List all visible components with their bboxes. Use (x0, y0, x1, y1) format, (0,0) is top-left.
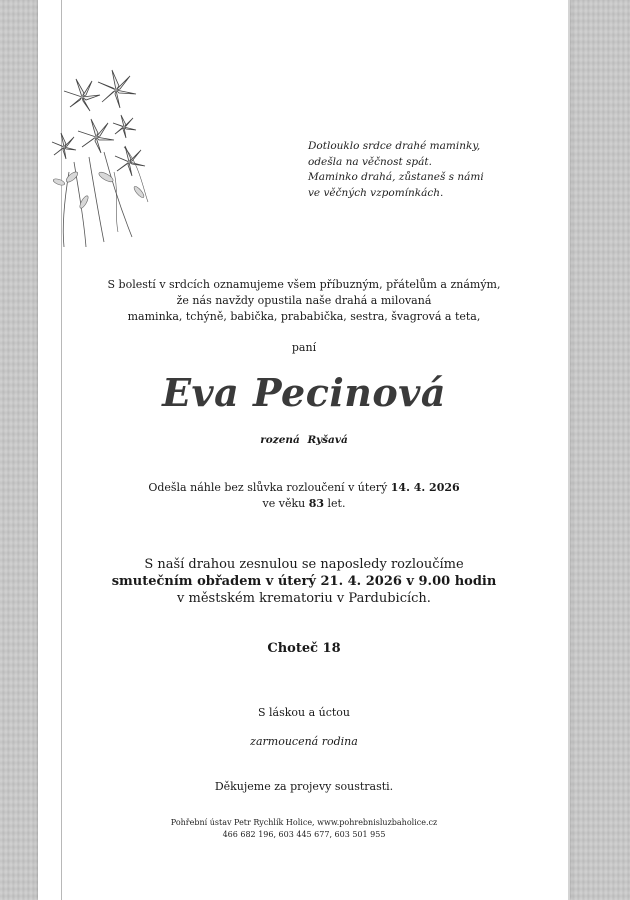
ceremony-line: S naší drahou zesnulou se naposledy rozloučíme (144, 557, 464, 572)
death-date-text: Odešla náhle bez slůvka rozloučení v úterý (148, 481, 391, 494)
age-prefix: ve věku (262, 497, 309, 510)
footer-line: 466 682 196, 603 445 677, 603 501 955 (222, 830, 386, 839)
quote-line: Maminko drahá, zůstaneš s námi (308, 171, 484, 183)
death-date-line (38, 480, 570, 496)
funeral-service-footer (38, 817, 570, 841)
announcement-line: maminka, tchýně, babička, prababička, sestra, švagrová a teta, (127, 310, 481, 323)
deceased-name: Eva Pecinová (162, 370, 446, 415)
closing-love: S láskou a úctou (257, 706, 351, 719)
age-value: 83 (308, 497, 325, 510)
quote-line: ve věčných vzpomínkách. (308, 186, 444, 199)
ceremony-date-bold: smutečním obřadem v úterý 21. 4. 2026 v 9.00 hodin (111, 574, 497, 589)
announcement (38, 277, 570, 325)
ceremony-info (38, 556, 570, 607)
footer-line: Pohřební ústav Petr Rychlík Holice, www.pohrebnisluzbaholice.cz (170, 818, 438, 827)
thanks-line: Děkujeme za projevy soustrasti. (214, 780, 394, 793)
quote-line: Dotlouklo srdce drahé maminky, (308, 140, 481, 152)
death-date: 14. 4. 2026 (390, 481, 460, 494)
announcement-line: S bolestí v srdcích oznamujeme všem příbuzným, přátelům a známým, (107, 278, 501, 291)
ceremony-time (38, 573, 570, 590)
maiden-name: rozená Ryšavá (260, 434, 348, 446)
obituary-page (38, 0, 570, 900)
lily-bouquet-icon (44, 52, 156, 252)
age-line (38, 496, 570, 512)
title-pani: paní (291, 341, 317, 354)
death-info (38, 480, 570, 512)
family-address: Choteč 18 (267, 641, 341, 656)
memorial-quote (308, 139, 518, 201)
announcement-line: že nás navždy opustila naše drahá a milovaná (176, 294, 432, 307)
closing-family: zarmoucená rodina (250, 735, 358, 748)
age-suffix: let. (324, 497, 346, 510)
quote-line: odešla na věčnost spát. (308, 155, 432, 168)
ceremony-place: v městském krematoriu v Pardubicích. (177, 591, 431, 606)
page-border-line-right (568, 0, 570, 900)
